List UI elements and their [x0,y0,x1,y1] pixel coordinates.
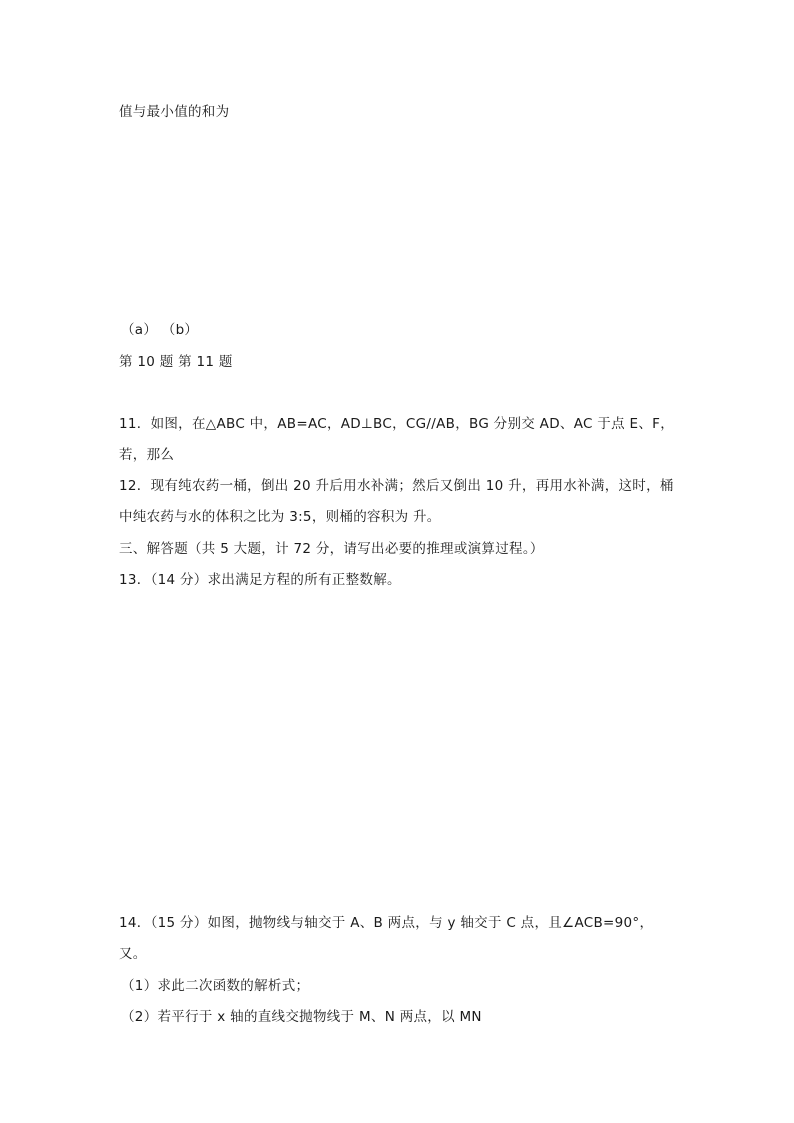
text-line-continuation: 值与最小值的和为 [119,104,230,120]
question-14-line-2: 又。 [119,946,147,962]
figure-labels: （a） （b） [121,322,199,338]
question-14-part-2: （2）若平行于 x 轴的直线交抛物线于 M、N 两点，以 MN [121,1009,482,1025]
figure-captions: 第 10 题 第 11 题 [119,354,233,370]
question-11-line-1: 11．如图，在△ABC 中，AB=AC，AD⊥BC，CG//AB，BG 分别交 AD、AC 于点 E、F， [119,416,674,432]
question-14-part-1: （1）求此二次函数的解析式； [121,978,310,994]
question-12-line-1: 12．现有纯农药一桶，倒出 20 升后用水补满；然后又倒出 10 升，再用水补满，这时，桶 [119,478,674,494]
question-12-line-2: 中纯农药与水的体积之比为 3:5，则桶的容积为 升。 [119,509,441,525]
question-14-line-1: 14．（15 分）如图，抛物线与轴交于 A、B 两点，与 y 轴交于 C 点，且∠ACB=90°， [119,915,654,931]
question-13: 13．（14 分）求出满足方程的所有正整数解。 [119,572,401,588]
question-11-line-2: 若，那么 [119,447,175,463]
section-heading-3: 三、解答题（共 5 大题，计 72 分，请写出必要的推理或演算过程。） [119,541,544,557]
